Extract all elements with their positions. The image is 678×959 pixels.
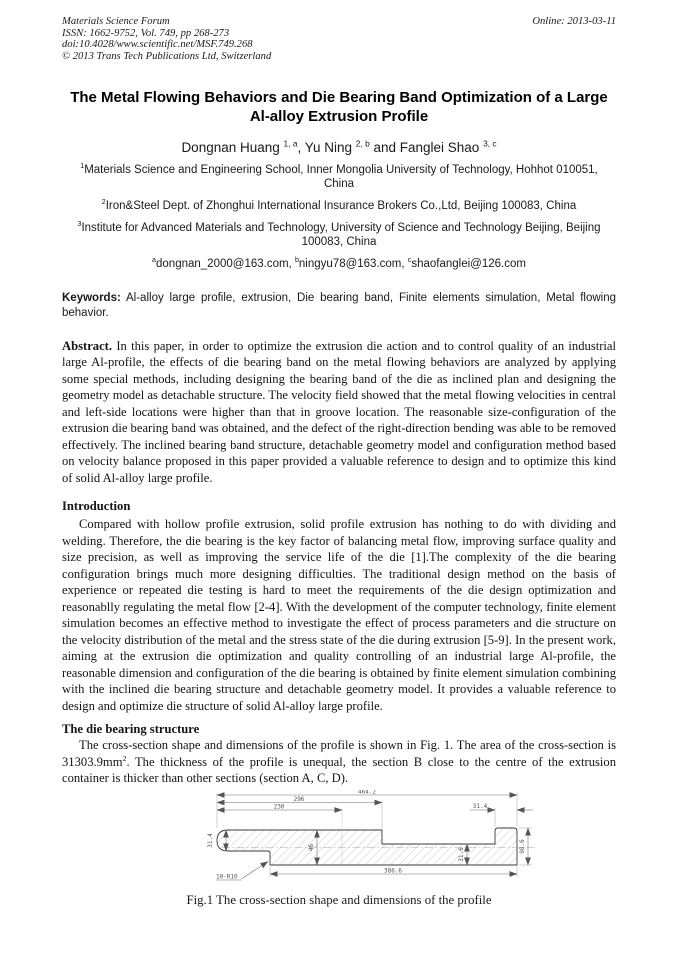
die-bearing-text: The cross-section shape and dimensions of the profile is shown in Fig. 1. The area of the cross-section is 31303.9mm (62, 738, 616, 769)
section-heading-introduction: Introduction (62, 499, 131, 514)
abstract-label: Abstract. (62, 338, 113, 353)
dim-label-flange-height: 98.6 (519, 838, 526, 854)
author-name: and Fanglei Shao (369, 140, 484, 156)
profile-drawing (202, 790, 547, 884)
abstract-paragraph (62, 338, 616, 487)
dim-label-overall-width: 464.2 (357, 789, 377, 796)
journal-header-left (62, 16, 271, 62)
dim-label-bottom-width: 386.6 (383, 867, 403, 875)
author-sup: 1, a (283, 138, 298, 149)
keywords-text: Al-alloy large profile, extrusion, Die bearing band, Finite elements simulation, Metal flowing behavior. (62, 292, 616, 319)
email-address: shaofanglei@126.com (411, 258, 526, 271)
affiliation-text: Iron&Steel Dept. of Zhonghui International Insurance Brokers Co.,Ltd, Beijing 100083, China (105, 200, 577, 213)
author-name: Dongnan Huang (181, 140, 284, 156)
affiliation-sup: 3 (77, 220, 82, 229)
cross-section-shape (217, 828, 517, 865)
introduction-paragraph: Compared with hollow profile extrusion, solid profile extrusion has nothing to do with dividing and welding. Therefore, the die bearing is the key factor of balancing metal flow, improving surface quality and size precision, as well as improving the service life of the die [1].The complexity of the die bearing configuration brings much more designing difficulties. The traditional design method on the basis of experience or repeated die testing is hard to meet the requirements of the die design optimization and reasonablly regulating the metal flow [2-4]. With the development of the computer technology, finite element simulation becomes an effective method to investigate the effect of process parameters and die structure on the velocity distribution of the metal and the stress state of the die during extrusion [5-9]. In the present work, aiming at the extrusion die optimization and quality controlling of an industrial large Al-profile, the reasonable dimension and configuration of the die bearing is obtained by finite element simulation combining with the inclined die bearing structure and detachable geometry model. It provides a valuable reference to design and optimize die structure of solid Al-alloy large profile. (62, 517, 616, 713)
online-date: Online: 2013-03-11 (532, 16, 616, 27)
dim-label-plate-thickness: 46 (308, 843, 315, 851)
squared-sup: 2 (122, 753, 127, 763)
journal-header (62, 16, 616, 62)
dim-label-thin-thickness: 31.6 (458, 846, 465, 862)
email-sup: b (294, 256, 299, 265)
email-address: dongnan_2000@163.com, (156, 258, 295, 271)
email-sup: c (407, 256, 412, 265)
keywords-label: Keywords: (62, 292, 121, 305)
email-sup: a (152, 256, 157, 265)
author-sup: 3, c (483, 138, 497, 149)
affiliation-text: Institute for Advanced Materials and Technology, University of Science and Technology Beijing, Beijing 100083, China (81, 222, 601, 249)
affiliation-text: Materials Science and Engineering School, Inner Mongolia University of Technology, Hohhot 010051, China (84, 164, 598, 191)
dim-label-flange-width: 31.4 (472, 802, 488, 810)
affiliation-sup: 1 (80, 162, 85, 171)
issn-line: ISSN: 1662-9752, Vol. 749, pp 268-273 (62, 27, 230, 39)
figure-caption: Fig.1 The cross-section shape and dimensions of the profile (186, 892, 492, 907)
affiliation (69, 199, 609, 213)
emails-line (62, 258, 616, 270)
figure-1 (202, 790, 547, 889)
dim-label-230: 230 (273, 803, 285, 811)
dim-label-left-edge-height: 31.4 (207, 832, 214, 848)
author-sup: 2, b (355, 138, 370, 149)
doi-line: doi:10.4028/www.scientific.net/MSF.749.268 (62, 39, 253, 51)
die-bearing-paragraph (62, 737, 616, 787)
affiliation (69, 221, 609, 249)
affiliation (69, 163, 609, 191)
dim-label-radius-note: 10-R10 (216, 873, 238, 881)
authors-line (62, 140, 616, 155)
author-name: , Yu Ning (297, 140, 356, 156)
affiliation-sup: 2 (101, 198, 106, 207)
paper-title: The Metal Flowing Behaviors and Die Bearing Band Optimization of a Large Al-alloy Extrusion Profile (70, 89, 608, 125)
die-bearing-text: . The thickness of the profile is unequal, the section B close to the centre of the extrusion container is thicker than other sections (section A, C, D). (62, 754, 616, 786)
journal-name: Materials Science Forum (62, 16, 170, 27)
section-heading-die-bearing: The die bearing structure (62, 722, 200, 737)
email-address: ningyu78@163.com, (298, 258, 408, 271)
copyright-line: © 2013 Trans Tech Publications Ltd, Switzerland (62, 50, 272, 62)
keywords-block (62, 291, 616, 320)
abstract-text: In this paper, in order to optimize the extrusion die action and to control quality of an industrial large Al-profile, the effects of die bearing band on the metal flowing behaviors are analyzed by applying some special methods, including designing the bearing band of the die as inclined plan and designing the geometry model as detachable structure. The velocity field showed that the metal flowing velocities in central and left-side locations were higher than that in groove location. The reasonable size-configuration of the extrusion die bearing band was obtained, and the defect of the right-direction bending was able to be removed effectively. The inclined bearing band structure, detachable geometry model and configuration method based on velocity balance proposed in this paper provided a valuable reference to design and to optimize this kind of solid Al-alloy large profile. (62, 338, 616, 485)
radius-leader-line (242, 861, 268, 878)
dim-label-296: 296 (293, 795, 305, 803)
